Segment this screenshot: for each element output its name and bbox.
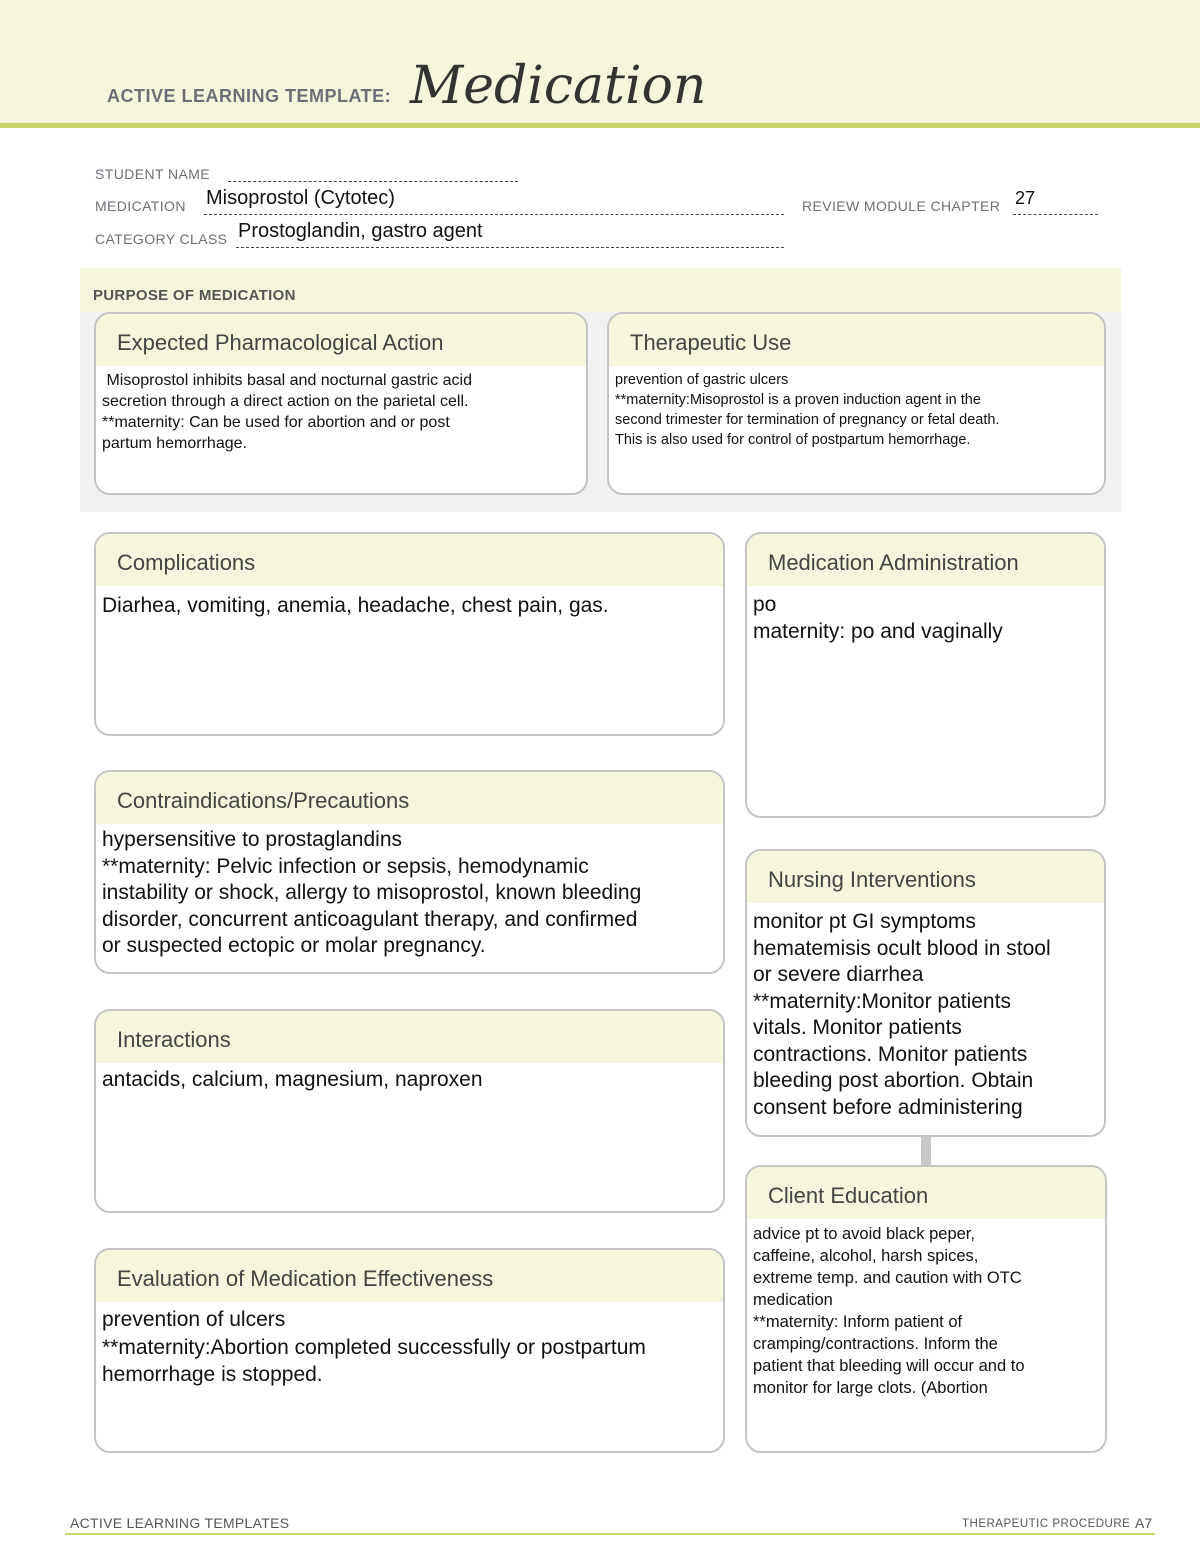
client-education-line: advice pt to avoid black peper,: [753, 1225, 975, 1243]
complications-line: Diarhea, vomiting, anemia, headache, chest pain, gas.: [102, 594, 609, 617]
expected-action-body: [96, 366, 586, 454]
interactions-line: antacids, calcium, magnesium, naproxen: [102, 1068, 483, 1091]
administration-line: po: [753, 593, 777, 616]
client-education-line: extreme temp. and caution with OTC: [753, 1269, 1022, 1287]
category-class-label: CATEGORY CLASS: [95, 231, 228, 247]
client-education-line: caffeine, alcohol, harsh spices,: [753, 1247, 979, 1265]
footer-divider: [65, 1533, 1155, 1535]
client-education-line: **maternity: Inform patient of: [753, 1313, 963, 1331]
contraindications-line: **maternity: Pelvic infection or sepsis, hemodynamic: [102, 854, 589, 878]
category-class-value: Prostoglandin, gastro agent: [238, 220, 483, 242]
complications-card: [94, 532, 725, 736]
expected-action-card: [94, 312, 588, 495]
student-name-field[interactable]: [228, 166, 518, 182]
expected-action-line: **maternity: Can be used for abortion and or post: [102, 414, 450, 431]
nursing-interventions-line: or severe diarrhea: [753, 963, 924, 986]
nursing-interventions-title: Nursing Interventions: [747, 851, 1104, 903]
administration-line: maternity: po and vaginally: [753, 619, 1003, 643]
interactions-card: [94, 1009, 725, 1213]
purpose-header: [80, 268, 1121, 312]
expected-action-line: partum hemorrhage.: [102, 435, 247, 452]
review-module-value: 27: [1015, 188, 1036, 208]
card-connector: [921, 1136, 931, 1166]
review-module-field[interactable]: [1013, 188, 1098, 215]
evaluation-line: hemorrhage is stopped.: [102, 1363, 323, 1386]
footer-section: THERAPEUTIC PROCEDURE: [962, 1518, 1131, 1530]
evaluation-card: [94, 1248, 725, 1453]
contraindications-line: disorder, concurrent anticoagulant therapy, and confirmed: [102, 907, 638, 931]
header-divider: [0, 123, 1200, 128]
contraindications-card: [94, 770, 725, 974]
template-label: ACTIVE LEARNING TEMPLATE:: [107, 86, 392, 106]
review-module-label: REVIEW MODULE CHAPTER: [802, 198, 1001, 214]
contraindications-body: [96, 824, 723, 960]
page-title: Medication: [410, 56, 707, 116]
evaluation-line: prevention of ulcers: [102, 1308, 286, 1331]
contraindications-title: Contraindications/Precautions: [96, 772, 723, 824]
expected-action-line: secretion through a direct action on the parietal cell.: [102, 393, 469, 410]
category-class-field[interactable]: [236, 220, 784, 248]
nursing-interventions-line: monitor pt GI symptoms: [753, 910, 976, 933]
client-education-line: patient that bleeding will occur and to: [753, 1357, 1025, 1375]
nursing-interventions-body: [747, 903, 1104, 1121]
therapeutic-use-body: [609, 366, 1104, 450]
contraindications-line: or suspected ectopic or molar pregnancy.: [102, 934, 486, 957]
client-education-card: [745, 1165, 1107, 1453]
medication-value: Misoprostol (Cytotec): [206, 187, 395, 209]
client-education-line: monitor for large clots. (Abortion: [753, 1379, 988, 1397]
nursing-interventions-line: contractions. Monitor patients: [753, 1042, 1028, 1066]
page-number: A7: [1135, 1515, 1153, 1531]
nursing-interventions-line: bleeding post abortion. Obtain: [753, 1069, 1034, 1092]
interactions-title: Interactions: [96, 1011, 723, 1063]
complications-title: Complications: [96, 534, 723, 586]
nursing-interventions-line: **maternity:Monitor patients: [753, 989, 1011, 1013]
evaluation-title: Evaluation of Medication Effectiveness: [96, 1250, 723, 1302]
administration-body: [747, 586, 1104, 645]
client-education-body: [747, 1219, 1105, 1399]
client-education-title: Client Education: [747, 1167, 1105, 1219]
administration-card: [745, 532, 1106, 818]
therapeutic-use-line: second trimester for termination of pregnancy or fetal death.: [615, 412, 1000, 428]
purpose-label: PURPOSE OF MEDICATION: [93, 287, 296, 304]
expected-action-title: Expected Pharmacological Action: [96, 314, 586, 366]
contraindications-line: instability or shock, allergy to misoprostol, known bleeding: [102, 881, 642, 904]
therapeutic-use-card: [607, 312, 1106, 495]
administration-title: Medication Administration: [747, 534, 1104, 586]
contraindications-line: hypersensitive to prostaglandins: [102, 828, 403, 851]
therapeutic-use-line: prevention of gastric ulcers: [615, 372, 789, 388]
medication-field[interactable]: [204, 187, 784, 215]
therapeutic-use-title: Therapeutic Use: [609, 314, 1104, 366]
nursing-interventions-line: vitals. Monitor patients: [753, 1016, 962, 1039]
expected-action-line: Misoprostol inhibits basal and nocturnal gastric acid: [102, 372, 472, 389]
interactions-body: [96, 1063, 723, 1094]
client-education-line: cramping/contractions. Inform the: [753, 1335, 998, 1353]
nursing-interventions-line: consent before administering: [753, 1095, 1023, 1119]
evaluation-line: **maternity:Abortion completed successfully or postpartum: [102, 1335, 646, 1359]
footer-title: ACTIVE LEARNING TEMPLATES: [70, 1515, 290, 1531]
complications-body: [96, 586, 723, 620]
therapeutic-use-line: This is also used for control of postpartum hemorrhage.: [615, 432, 971, 448]
nursing-interventions-line: hematemisis ocult blood in stool: [753, 936, 1051, 960]
medication-label: MEDICATION: [95, 198, 186, 214]
therapeutic-use-line: **maternity:Misoprostol is a proven induction agent in the: [615, 392, 981, 408]
student-name-label: STUDENT NAME: [95, 166, 210, 182]
client-education-line: medication: [753, 1291, 833, 1309]
evaluation-body: [96, 1302, 723, 1389]
nursing-interventions-card: [745, 849, 1106, 1137]
